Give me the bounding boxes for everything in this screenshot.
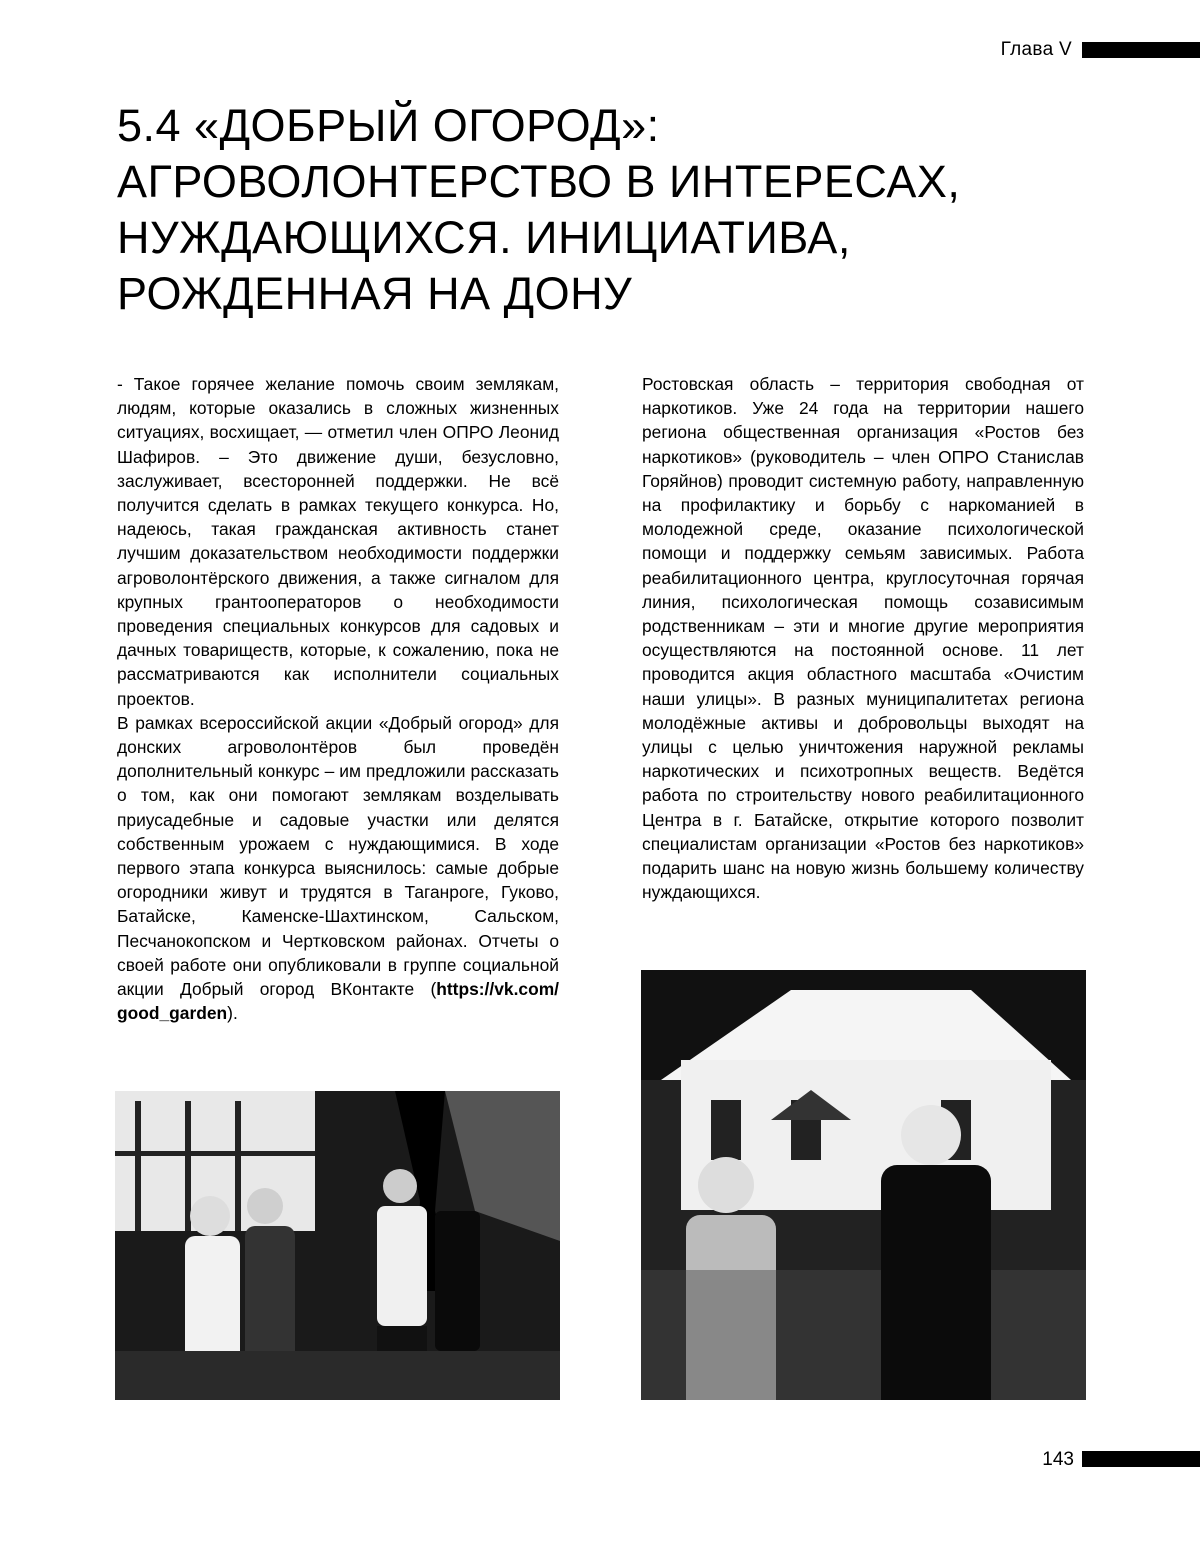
right-column xyxy=(642,372,1084,904)
left-column xyxy=(117,372,559,1025)
title-line: 5.4 «ДОБРЫЙ ОГОРОД»: xyxy=(117,100,660,151)
paragraph-end: ). xyxy=(227,1003,238,1024)
paragraph-text: В рамках всероссийской акции «Добрый огород» для донских агроволонтёров был проведён дополнительный конкурс – им предложили рассказать о том, как они помогают землякам возделывать приусадебные и садовые участки или делятся собственным урожаем с нуждающимися. В ходе первого этапа конкурса выяснилось: самые добрые огородники живут и трудятся в Таганроге, Гуково, Батайске, Каменске-Шахтинском, Сальском, Песчанокопском и Чертковском районах. Отчеты о своей работе они опубликовали в группе социальной акции Добрый огород ВКонтакте ( xyxy=(117,712,559,1000)
page-number: 143 xyxy=(1042,1449,1074,1470)
title-line: РОЖДЕННАЯ НА ДОНУ xyxy=(117,268,633,319)
paragraph: - Такое горячее желание помочь своим землякам, людям, которые оказались в сложных жизненных ситуациях, восхищает, — отметил член ОПРО Леонид Шафиров. – Это движение души, безусловно, заслуживает, всесторонней поддержки. Не всё получится сделать в рамках текущего конкурса. Но, надеюсь, такая гражданская активность станет лучшим доказательством необходимости поддержки агроволонтёрского движения, а также сигналом для крупных грантооператоров о необходимости проведения специальных конкурсов для садовых и дачных товариществ, которые, к сожалению, пока не рассматриваются как исполнители социальных проектов. xyxy=(117,374,559,709)
title-line: НУЖДАЮЩИХСЯ. ИНИЦИАТИВА, xyxy=(117,212,851,263)
section-title xyxy=(117,98,1117,322)
vk-link[interactable]: https://vk.com/ good_garden xyxy=(117,979,559,1024)
paragraph xyxy=(117,711,559,1026)
volunteers-photo xyxy=(115,1091,560,1400)
meeting-photo xyxy=(641,970,1086,1400)
title-line: АГРОВОЛОНТЕРСТВО В ИНТЕРЕСАХ, xyxy=(117,156,961,207)
chapter-label: Глава V xyxy=(1000,39,1072,60)
header-bar xyxy=(1082,42,1200,58)
footer-bar xyxy=(1082,1451,1200,1467)
paragraph: Ростовская область – территория свободная от наркотиков. Уже 24 года на территории нашего региона общественная организация «Ростов без наркотиков» (руководитель – член ОПРО Станислав Горяйнов) проводит системную работу, направленную на профилактику и борьбу с наркоманией в молодежной среде, оказание психологической помощи и поддержку семьям зависимых. Работа реабилитационного центра, круглосуточная горячая линия, психологическая помощь созависимым родственникам – эти и многие другие мероприятия осуществляются на постоянной основе. 11 лет проводится акция областного масштаба «Очистим наши улицы». В разных муниципалитетах региона молодёжные активы и добровольцы выходят на улицы с целью уничтожения наружной рекламы наркотических и психотропных веществ. Ведётся работа по строительству нового реабилитационного Центра в г. Батайске, открытие которого позволит специалистам организации «Ростов без наркотиков» подарить шанс на новую жизнь большему количеству нуждающихся. xyxy=(642,374,1084,903)
